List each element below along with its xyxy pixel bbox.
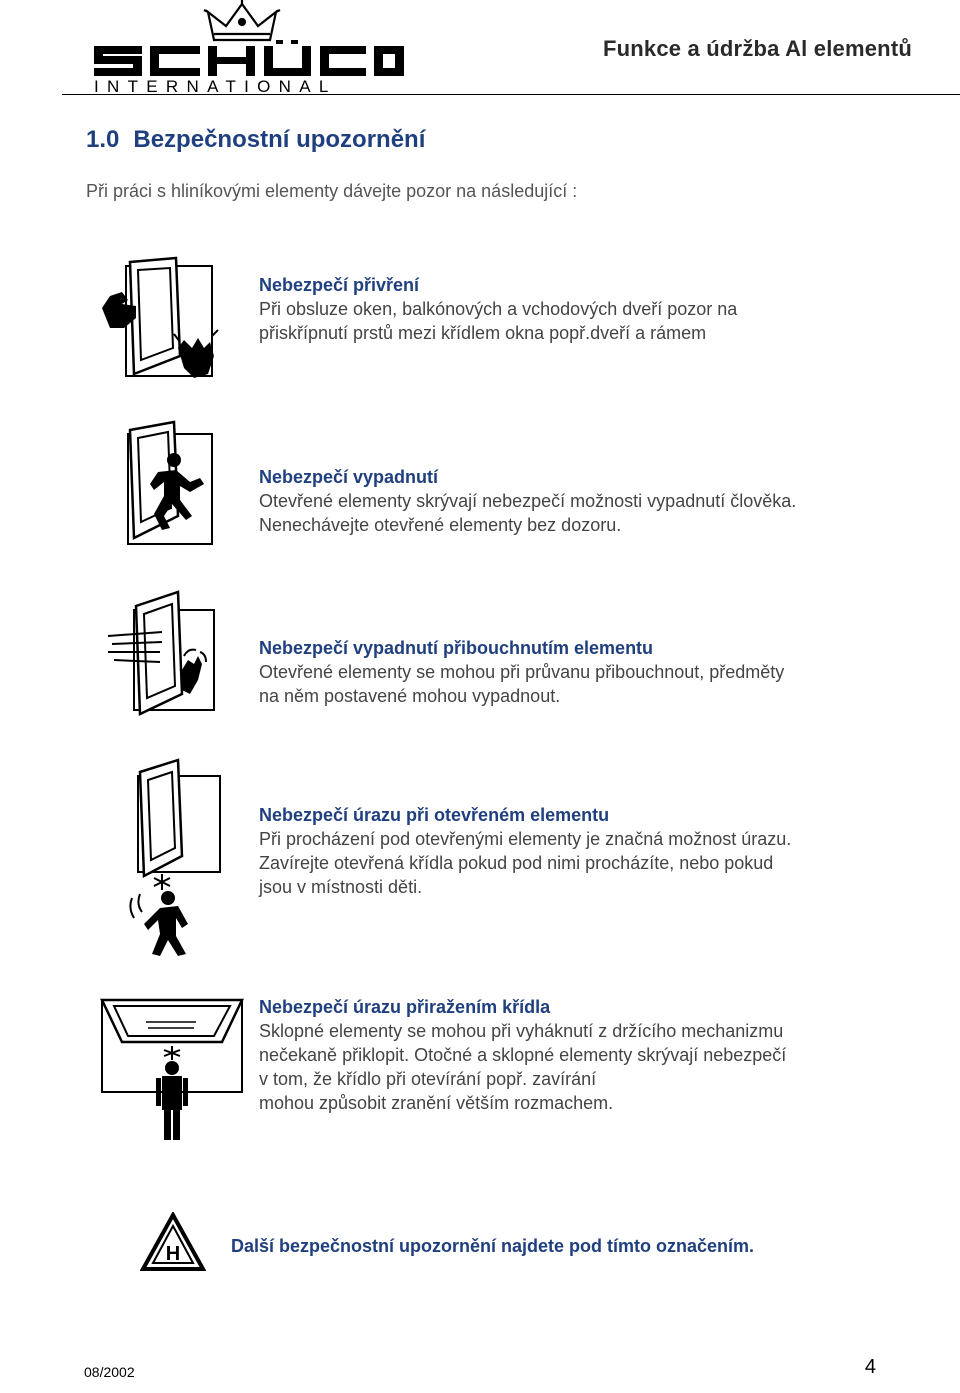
section-title: Bezpečnostní upozornění [133, 126, 426, 153]
warning-line: Sklopné elementy se mohou při vyháknutí z držícího mechanizmu [259, 1021, 784, 1041]
warning-line: mohou způsobit zranění větším rozmachem. [259, 1093, 614, 1113]
warning-line: v tom, že křídlo při otevírání popř. zavírání [259, 1069, 597, 1089]
warning-slamming [259, 636, 919, 708]
head-injury-icon [118, 758, 228, 968]
logo-subtitle: INTERNATIONAL [94, 77, 337, 96]
page-number: 4 [864, 1356, 876, 1378]
warning-line: na něm postavené mohou vypadnout. [259, 686, 561, 706]
warning-title: Nebezpečí úrazu přiražením křídla [259, 997, 551, 1017]
crown-icon [204, 0, 280, 40]
warning-title: Nebezpečí úrazu při otevřeném elementu [259, 805, 610, 825]
warning-line: Při obsluze oken, balkónových a vchodových dveří pozor na [259, 299, 738, 319]
section-heading [86, 126, 425, 154]
section-number: 1.0 [86, 126, 120, 153]
pinch-hand-icon [96, 256, 226, 386]
intro-text: Při práci s hliníkovými elementy dávejte pozor na následující : [86, 181, 578, 201]
falling-person-icon [118, 420, 228, 550]
hazard-letter: H [165, 1243, 181, 1265]
schuco-logo [86, 0, 406, 96]
warning-line: přiskřípnutí prstů mezi křídlem okna popř.dveří a rámem [259, 323, 707, 343]
header-divider [62, 94, 960, 95]
warning-open-sash-injury [259, 803, 919, 899]
warning-line: Nenechávejte otevřené elementy bez dozoru. [259, 515, 622, 535]
warning-line: Otevřené elementy skrývají nebezpečí možnosti vypadnutí člověka. [259, 491, 797, 511]
warning-line: jsou v místnosti děti. [259, 877, 423, 897]
warning-falling [259, 465, 919, 537]
warning-line: nečekaně přiklopit. Otočné a sklopné elementy skrývají nebezpečí [259, 1045, 787, 1065]
warning-line: Zavírejte otevřená křídla pokud pod nimi procházíte, nebo pokud [259, 853, 774, 873]
document-title: Funkce a údržba Al elementů [603, 36, 912, 61]
hopper-window-icon [96, 994, 246, 1144]
warning-title: Nebezpečí vypadnutí přibouchnutím elementu [259, 638, 654, 658]
warning-title: Nebezpečí vypadnutí [259, 467, 439, 487]
hazard-triangle-icon [140, 1212, 206, 1272]
warning-pinching [259, 273, 919, 345]
warning-line: Otevřené elementy se mohou při průvanu přibouchnout, předměty [259, 662, 785, 682]
footer-date: 08/2002 [84, 1364, 135, 1380]
warning-title: Nebezpečí přivření [259, 275, 420, 295]
warning-hopper-sash [259, 995, 919, 1115]
warning-line: Při procházení pod otevřenými elementy je značná možnost úrazu. [259, 829, 792, 849]
final-note: Další bezpečnostní upozornění najdete pod tímto označením. [231, 1236, 755, 1256]
wind-slam-icon [104, 590, 220, 720]
